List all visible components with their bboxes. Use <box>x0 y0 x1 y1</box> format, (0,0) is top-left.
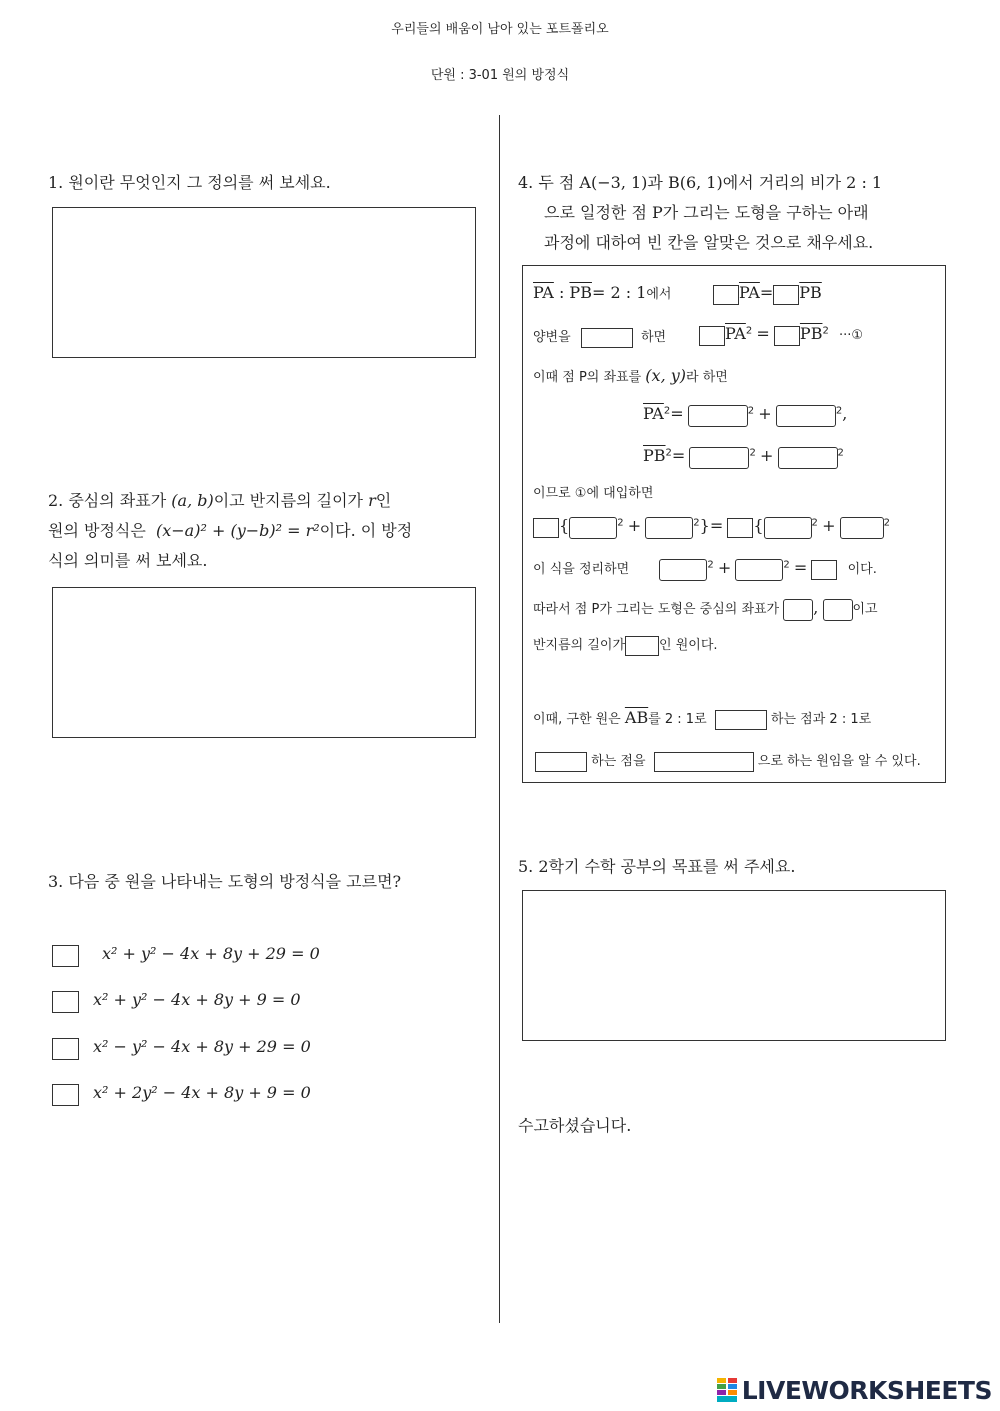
comma: , <box>813 598 819 617</box>
blank-input[interactable] <box>774 326 800 346</box>
text: 이 식을 정리하면 <box>533 562 630 577</box>
text: 반지름의 길이가 <box>533 638 626 653</box>
q2-text: 식의 의미를 써 보세요. <box>48 551 208 570</box>
division-row <box>533 708 871 730</box>
text: 따라서 점 P가 그리는 도형은 중심의 좌표가 <box>533 602 780 617</box>
closing-text: 수고하셨습니다. <box>518 1116 632 1135</box>
blank-input[interactable] <box>840 517 884 539</box>
text: 하면 <box>640 330 667 345</box>
pb-label: $\overline{PB}$ <box>569 283 592 302</box>
text: 인 원이다. <box>659 638 718 653</box>
blank-input[interactable] <box>699 326 725 346</box>
colon: : <box>553 283 570 302</box>
liveworksheets-logo <box>716 1376 992 1404</box>
logo-text: LIVEWORKSHEETS <box>741 1375 992 1405</box>
q4-line: 과정에 대하여 빈 칸을 알맞은 것으로 채우세요. <box>544 233 874 252</box>
square-row <box>533 326 666 348</box>
text: 으로 하는 원임을 알 수 있다. <box>757 754 921 769</box>
question-1: 1. 원이란 무엇인지 그 정의를 써 보세요. <box>48 173 331 192</box>
ratio-value: = 2 : 1 <box>591 283 647 302</box>
q2-text: 이다. 이 방정 <box>319 521 413 540</box>
center-row <box>533 598 878 621</box>
squared-equation: $\overline{PA}^2 = \overline{PB}^2$ ···① <box>699 324 863 346</box>
equals: = <box>759 283 774 302</box>
pb-label: $\overline{PB}$ <box>799 283 822 302</box>
blank-input[interactable] <box>533 518 559 538</box>
plus: + <box>717 558 732 577</box>
blank-input[interactable] <box>569 517 617 539</box>
q2-radius: r <box>368 491 376 510</box>
pb-squared-row: $\overline{PB}^2= ^2 + ^2$ <box>643 446 844 469</box>
radius-row <box>533 634 718 656</box>
option-4-label: x² + 2y² − 4x + 8y + 9 = 0 <box>93 1083 311 1102</box>
blank-input[interactable] <box>713 285 739 305</box>
text: 양변을 <box>533 330 571 345</box>
pa-label: $\overline{PA}$ <box>725 324 746 343</box>
blank-input[interactable] <box>645 517 693 539</box>
blank-input[interactable] <box>654 752 754 772</box>
question-5: 5. 2학기 수학 공부의 목표를 써 주세요. <box>518 857 796 876</box>
q2-text: 원의 방정식은 <box>48 521 146 540</box>
blank-input[interactable] <box>783 599 813 621</box>
column-divider <box>499 115 500 1323</box>
worksheet-title: 우리들의 배움이 남아 있는 포트폴리오 <box>391 22 609 37</box>
pa-squared-row: $\overline{PA}^2= ^2 + ^2$, <box>643 404 847 427</box>
blank-input[interactable] <box>659 559 707 581</box>
ab-label: $\overline{AB}$ <box>624 708 649 727</box>
expanded-row: { $^2$ + $^2$}= { $^2$ + $^2$ <box>533 516 890 539</box>
blank-input[interactable] <box>625 636 659 656</box>
blank-input[interactable] <box>689 447 749 469</box>
pa-label: $\overline{PA}$ <box>533 283 554 302</box>
equals: = <box>793 558 808 577</box>
text: 를 2 : 1로 <box>648 712 707 727</box>
liveworksheets-icon <box>716 1377 738 1403</box>
pa-label: $\overline{PA}$ <box>643 404 664 423</box>
answer-box-2[interactable] <box>52 587 476 738</box>
q4-line: 으로 일정한 점 P가 그리는 도형을 구하는 아래 <box>544 203 869 222</box>
brace: } <box>699 516 710 535</box>
unit-label: 단원 : 3-01 원의 방정식 <box>430 68 570 83</box>
option-1-label: x² + y² − 4x + 8y + 29 = 0 <box>102 944 320 963</box>
q2-text: 인 <box>375 491 392 510</box>
blank-input[interactable] <box>535 752 587 772</box>
blank-input[interactable] <box>688 405 748 427</box>
coord-row <box>533 366 728 385</box>
equals: = <box>709 516 724 535</box>
text: 하는 점과 2 : 1로 <box>770 712 872 727</box>
option-2-label: x² + y² − 4x + 8y + 9 = 0 <box>93 990 301 1009</box>
blank-input[interactable] <box>773 285 799 305</box>
process-frame <box>522 265 946 783</box>
brace: { <box>753 516 764 535</box>
question-2 <box>48 486 480 576</box>
option-3-checkbox[interactable] <box>52 1038 79 1060</box>
text: 이때, 구한 원은 <box>533 712 621 727</box>
equals: = <box>670 404 684 423</box>
question-4 <box>518 168 950 258</box>
q4-line: 4. 두 점 A(−3, 1)과 B(6, 1)에서 거리의 비가 2 : 1 <box>518 173 883 192</box>
plus: + <box>627 516 642 535</box>
blank-input[interactable] <box>715 710 767 730</box>
blank-input[interactable] <box>581 328 633 348</box>
option-1-checkbox[interactable] <box>52 945 79 967</box>
simplify-row: 이 식을 정리하면 $^2$ + $^2$ = 이다. <box>533 558 877 581</box>
blank-input[interactable] <box>778 447 838 469</box>
conclusion-row <box>535 750 921 772</box>
plus: + <box>822 516 836 535</box>
equals: = <box>671 446 686 465</box>
coord: (x, y) <box>645 366 687 385</box>
text: 이다. <box>847 562 877 577</box>
q2-center: (a, b) <box>171 491 214 510</box>
q2-text: 이고 반지름의 길이가 <box>213 491 363 510</box>
ratio-suffix: 에서 <box>646 287 672 302</box>
plus: + <box>759 446 774 465</box>
blank-input[interactable] <box>735 559 783 581</box>
blank-input[interactable] <box>727 518 753 538</box>
text: 이고 <box>852 602 878 617</box>
q2-text: 2. 중심의 좌표가 <box>48 491 167 510</box>
blank-input[interactable] <box>776 405 836 427</box>
answer-box-5[interactable] <box>522 890 946 1041</box>
option-4-checkbox[interactable] <box>52 1084 79 1106</box>
blank-input[interactable] <box>811 560 837 580</box>
equals: = <box>756 324 770 343</box>
option-3-label: x² − y² − 4x + 8y + 29 = 0 <box>93 1037 311 1056</box>
answer-box-1[interactable] <box>52 207 476 358</box>
pa-label: $\overline{PA}$ <box>739 283 760 302</box>
q2-equation: (x−a)² + (y−b)² = r² <box>156 521 320 540</box>
text: 이때 점 P의 좌표를 <box>533 370 642 385</box>
option-2-checkbox[interactable] <box>52 991 79 1013</box>
question-3: 3. 다음 중 원을 나타내는 도형의 방정식을 고르면? <box>48 872 402 891</box>
brace: { <box>559 516 570 535</box>
comma: , <box>842 404 848 423</box>
ratio-row <box>533 283 672 302</box>
substitute-row: 이므로 ①에 대입하면 <box>533 486 654 501</box>
text: 라 하면 <box>686 370 728 385</box>
text: 하는 점을 <box>591 754 646 769</box>
equation-marker: ···① <box>838 328 864 343</box>
blank-input[interactable] <box>764 517 812 539</box>
ratio-equation <box>713 283 822 305</box>
pb-label: $\overline{PB}$ <box>643 446 666 465</box>
pb-label: $\overline{PB}$ <box>799 324 823 343</box>
plus: + <box>758 404 772 423</box>
blank-input[interactable] <box>823 599 853 621</box>
